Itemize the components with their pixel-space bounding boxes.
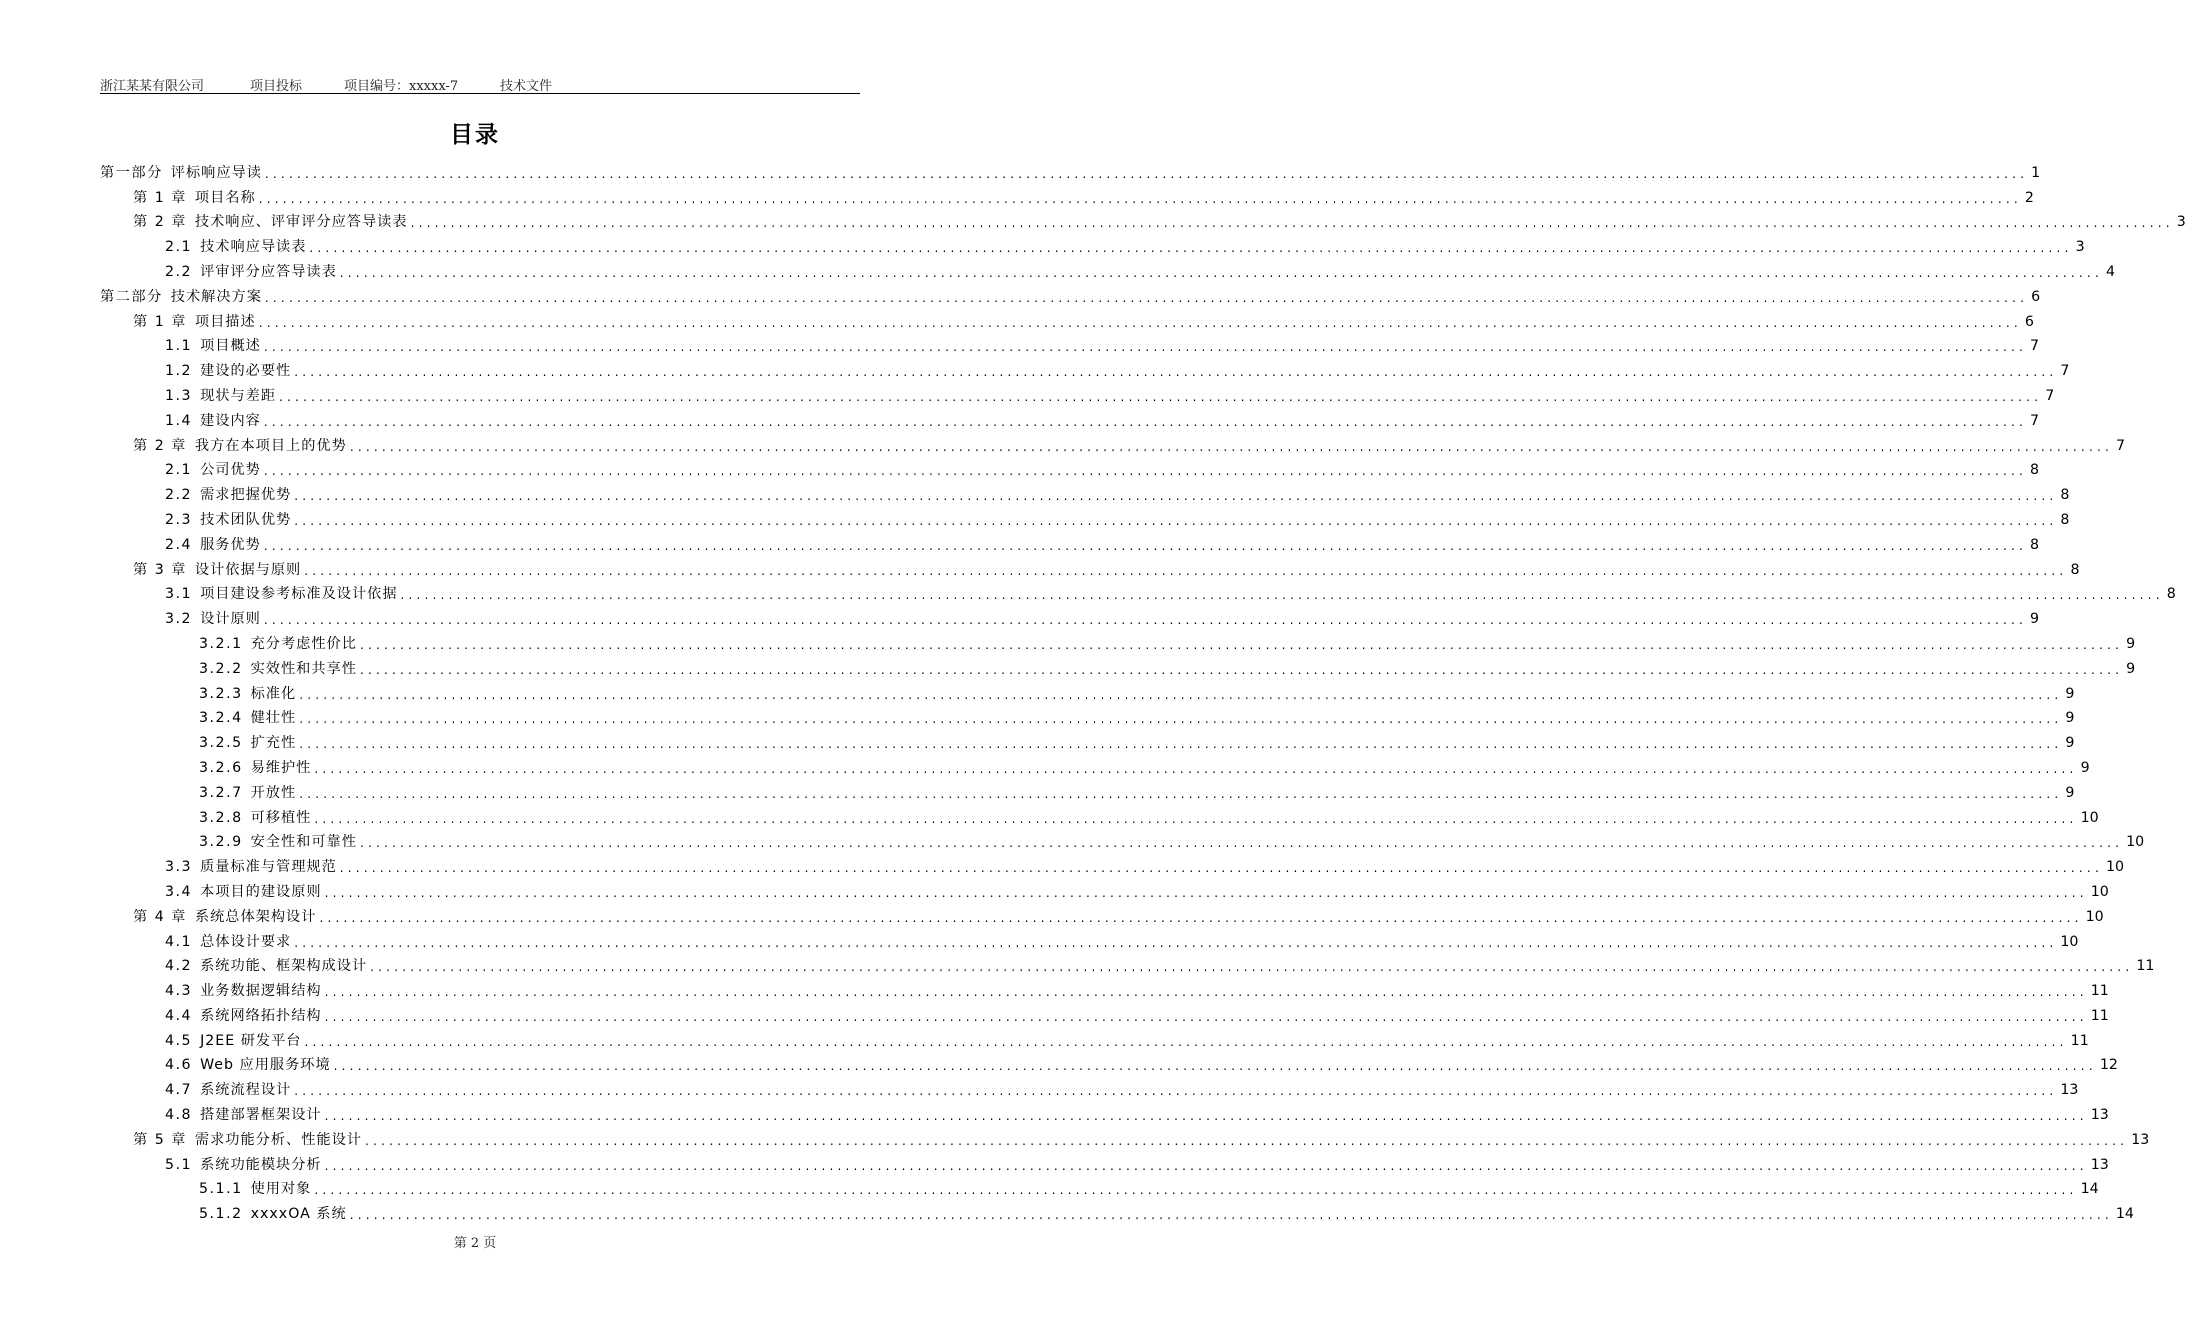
toc-entry-page: 10: [2080, 809, 2099, 826]
toc-entry[interactable]: [100, 1199, 2134, 1224]
toc-entry-title: 扩充性: [250, 735, 297, 752]
toc-entry-page: 6: [2024, 313, 2034, 330]
toc-entry[interactable]: [100, 1001, 2109, 1026]
toc-entry-number: 5.1: [165, 1156, 193, 1173]
toc-entry-page: 1: [2031, 164, 2041, 181]
toc-entry-title: 安全性和可靠性: [250, 834, 357, 851]
toc-entry-title: 健壮性: [250, 710, 297, 727]
toc-entry-page: 11: [2136, 958, 2155, 975]
toc-entry-title: 需求功能分析、性能设计: [194, 1131, 362, 1148]
toc-entry-title: 实效性和共享性: [250, 660, 357, 677]
toc-dot-leader: ............................................................................................................................................................................................................................: [294, 935, 2058, 950]
toc-entry[interactable]: [100, 307, 2034, 332]
toc-entry-number: 1.4: [165, 412, 193, 429]
toc-entry[interactable]: [100, 679, 2075, 704]
toc-dot-leader: ............................................................................................................................................................................................................................: [299, 737, 2063, 752]
toc-dot-leader: ............................................................................................................................................................................................................................: [359, 637, 2124, 652]
toc-entry-title: 本项目的建设原则: [200, 883, 322, 900]
toc-dot-leader: ............................................................................................................................................................................................................................: [279, 389, 2043, 404]
toc-dot-leader: ............................................................................................................................................................................................................................: [400, 588, 2164, 603]
toc-dot-leader: ............................................................................................................................................................................................................................: [339, 265, 2103, 280]
toc-entry[interactable]: [100, 456, 2040, 481]
toc-entry-title: xxxxOA 系统: [250, 1206, 347, 1223]
toc-dot-leader: ............................................................................................................................................................................................................................: [258, 191, 2022, 206]
toc-dot-leader: ............................................................................................................................................................................................................................: [349, 439, 2113, 454]
header-project: 项目投标: [250, 79, 303, 94]
toc-entry[interactable]: [100, 1051, 2118, 1076]
toc-entry[interactable]: [100, 828, 2145, 853]
toc-entry[interactable]: [100, 778, 2075, 803]
toc-entry-number: 5.1.1: [199, 1181, 243, 1198]
toc-entry-page: 13: [2060, 1082, 2079, 1099]
toc-entry-number: 2.4: [165, 536, 193, 553]
toc-entry[interactable]: [100, 952, 2155, 977]
toc-dot-leader: ............................................................................................................................................................................................................................: [339, 861, 2103, 876]
toc-entry-number: 3.2.3: [199, 685, 243, 702]
toc-entry-page: 10: [2060, 933, 2079, 950]
toc-entry-page: 8: [2030, 462, 2040, 479]
toc-entry-title: 项目建设参考标准及设计依据: [200, 586, 398, 603]
toc-dot-leader: ............................................................................................................................................................................................................................: [299, 712, 2063, 727]
toc-entry-number: 3.2.7: [199, 784, 243, 801]
toc-entry-page: 8: [2030, 536, 2040, 553]
toc-entry-page: 13: [2131, 1131, 2150, 1148]
toc-entry-number: 4.1: [165, 933, 193, 950]
toc-dot-leader: ............................................................................................................................................................................................................................: [333, 1059, 2097, 1074]
toc-entry-number: 4.2: [165, 958, 193, 975]
toc-entry[interactable]: [100, 580, 2176, 605]
toc-entry-number: 第 1 章: [133, 189, 187, 206]
toc-entry-page: 12: [2099, 1057, 2118, 1074]
toc-dot-leader: ............................................................................................................................................................................................................................: [324, 885, 2088, 900]
toc-dot-leader: ............................................................................................................................................................................................................................: [263, 464, 2028, 479]
toc-entry-page: 3: [2075, 239, 2085, 256]
toc-entry[interactable]: [100, 803, 2099, 828]
toc-entry-page: 9: [2065, 735, 2075, 752]
toc-entry-page: 9: [2126, 635, 2136, 652]
toc-dot-leader: ............................................................................................................................................................................................................................: [359, 662, 2124, 677]
toc-entry-page: 14: [2080, 1181, 2099, 1198]
toc-entry-page: 8: [2166, 586, 2176, 603]
toc-entry-title: 项目描述: [194, 313, 256, 330]
page-footer: 第 2 页: [453, 1236, 497, 1251]
toc-entry-number: 第一部分: [100, 164, 163, 181]
toc-entry-number: 第二部分: [100, 288, 163, 305]
toc-entry-number: 3.2.1: [199, 635, 243, 652]
toc-dot-leader: ............................................................................................................................................................................................................................: [314, 1183, 2078, 1198]
toc-entry[interactable]: [100, 208, 2186, 233]
toc-entry-title: 标准化: [250, 685, 297, 702]
toc-entry-title: 系统网络拓扑结构: [200, 1007, 322, 1024]
toc-entry-title: 技术解决方案: [170, 288, 262, 305]
toc-entry-page: 9: [2030, 611, 2040, 628]
toc-entry-page: 10: [2090, 883, 2109, 900]
toc-entry[interactable]: [100, 356, 2070, 381]
toc-entry[interactable]: [100, 1175, 2099, 1200]
toc-entry[interactable]: [100, 728, 2075, 753]
toc-entry[interactable]: [100, 332, 2040, 357]
toc-entry-page: 9: [2065, 784, 2075, 801]
toc-entry-title: 需求把握优势: [200, 487, 292, 504]
toc-entry[interactable]: [100, 1075, 2079, 1100]
toc-entry-page: 11: [2070, 1032, 2089, 1049]
toc-entry-title: 技术响应导读表: [200, 239, 307, 256]
toc-dot-leader: ............................................................................................................................................................................................................................: [370, 960, 2134, 975]
toc-entry-title: 设计原则: [200, 611, 261, 628]
toc-entry-number: 3.2.9: [199, 834, 243, 851]
toc-entry-title: Web 应用服务环境: [200, 1057, 331, 1074]
toc-entry-title: 评审评分应答导读表: [200, 263, 337, 280]
toc-title: 目录: [450, 122, 500, 148]
toc-entry-number: 2.2: [165, 487, 193, 504]
toc-entry[interactable]: [100, 505, 2070, 530]
toc-entry-title: 公司优势: [200, 462, 261, 479]
toc-entry-page: 10: [2105, 859, 2125, 876]
toc-dot-leader: ............................................................................................................................................................................................................................: [304, 563, 2068, 578]
toc-entry-number: 1.1: [165, 338, 193, 355]
toc-entry-number: 4.3: [165, 983, 193, 1000]
toc-entry[interactable]: [100, 852, 2125, 877]
toc-entry-number: 4.7: [165, 1082, 193, 1099]
toc-entry-number: 3.2.8: [199, 809, 243, 826]
toc-dot-leader: ............................................................................................................................................................................................................................: [304, 1034, 2068, 1049]
header-company: 浙江某某有限公司: [100, 79, 205, 94]
toc-entry-title: 系统流程设计: [200, 1082, 292, 1099]
toc-entry-title: 系统功能模块分析: [200, 1156, 322, 1173]
toc-entry-page: 6: [2031, 288, 2041, 305]
toc-entry-page: 9: [2126, 660, 2136, 677]
toc-entry[interactable]: [100, 158, 2041, 183]
toc-entry-title: 开放性: [250, 784, 297, 801]
toc-entry-number: 第 3 章: [133, 561, 187, 578]
toc-entry-page: 13: [2090, 1107, 2109, 1124]
toc-entry-page: 13: [2090, 1156, 2109, 1173]
toc-entry-number: 3.2.6: [199, 759, 243, 776]
toc-entry[interactable]: [100, 902, 2104, 927]
toc-entry-number: 4.6: [165, 1057, 193, 1074]
toc-entry[interactable]: [100, 704, 2075, 729]
toc-entry-number: 4.4: [165, 1007, 193, 1024]
toc-entry-page: 14: [2115, 1206, 2134, 1223]
toc-entry[interactable]: [100, 976, 2109, 1001]
toc-entry[interactable]: [100, 629, 2136, 654]
toc-entry[interactable]: [100, 753, 2090, 778]
toc-entry-page: 8: [2070, 561, 2080, 578]
toc-entry-number: 第 2 章: [133, 214, 187, 231]
toc-dot-leader: ............................................................................................................................................................................................................................: [319, 910, 2083, 925]
toc-dot-leader: ............................................................................................................................................................................................................................: [299, 786, 2063, 801]
toc-dot-leader: ............................................................................................................................................................................................................................: [294, 1084, 2058, 1099]
toc-entry-title: 我方在本项目上的优势: [194, 437, 347, 454]
toc-dot-leader: ............................................................................................................................................................................................................................: [294, 513, 2058, 528]
toc-dot-leader: ............................................................................................................................................................................................................................: [324, 1109, 2088, 1124]
toc-entry-number: 第 1 章: [133, 313, 187, 330]
toc-entry-page: 4: [2105, 263, 2115, 280]
toc-dot-leader: ............................................................................................................................................................................................................................: [324, 1009, 2088, 1024]
toc-entry-title: 使用对象: [250, 1181, 312, 1198]
toc-dot-leader: ............................................................................................................................................................................................................................: [324, 985, 2088, 1000]
toc-entry-number: 3.4: [165, 883, 193, 900]
toc-entry-title: 建设的必要性: [200, 363, 292, 380]
toc-dot-leader: ............................................................................................................................................................................................................................: [410, 216, 2174, 231]
toc-entry-title: 业务数据逻辑结构: [200, 983, 322, 1000]
toc-entry-page: 9: [2080, 759, 2090, 776]
page-header: [100, 73, 860, 94]
toc-dot-leader: ............................................................................................................................................................................................................................: [324, 1158, 2088, 1173]
toc-entry[interactable]: [100, 555, 2080, 580]
toc-entry[interactable]: [100, 654, 2136, 679]
toc-entry-number: 1.3: [165, 387, 193, 404]
toc-entry-title: 技术响应、评审评分应答导读表: [194, 214, 408, 231]
toc-entry[interactable]: [100, 1125, 2150, 1150]
toc-entry-title: 系统总体架构设计: [194, 908, 317, 925]
toc-dot-leader: ............................................................................................................................................................................................................................: [314, 761, 2078, 776]
toc-dot-leader: ............................................................................................................................................................................................................................: [263, 613, 2028, 628]
toc-entry[interactable]: [100, 431, 2126, 456]
toc-entry[interactable]: [100, 257, 2115, 282]
toc-dot-leader: ............................................................................................................................................................................................................................: [263, 414, 2028, 429]
toc-entry[interactable]: [100, 406, 2040, 431]
toc-entry-number: 3.2.5: [199, 735, 243, 752]
toc-entry-number: 3.2.4: [199, 710, 243, 727]
toc-entry-title: 设计依据与原则: [194, 561, 302, 578]
toc-entry-page: 10: [2085, 908, 2104, 925]
toc-entry[interactable]: [100, 530, 2040, 555]
toc-dot-leader: ............................................................................................................................................................................................................................: [309, 241, 2073, 256]
toc-dot-leader: ............................................................................................................................................................................................................................: [359, 836, 2124, 851]
toc-entry-title: 服务优势: [200, 536, 261, 553]
toc-dot-leader: ............................................................................................................................................................................................................................: [365, 1133, 2129, 1148]
table-of-contents: [100, 158, 2186, 1224]
toc-entry[interactable]: [100, 282, 2041, 307]
toc-entry-page: 9: [2065, 685, 2075, 702]
header-doc-type: 技术文件: [500, 79, 553, 94]
toc-entry-number: 3.2.2: [199, 660, 243, 677]
toc-entry-page: 11: [2090, 983, 2109, 1000]
toc-entry-page: 7: [2060, 363, 2070, 380]
toc-entry-page: 9: [2065, 710, 2075, 727]
toc-entry-page: 2: [2024, 189, 2034, 206]
toc-entry-title: 总体设计要求: [200, 933, 292, 950]
toc-entry-page: 8: [2060, 511, 2070, 528]
toc-dot-leader: ............................................................................................................................................................................................................................: [263, 340, 2028, 355]
toc-entry-number: 4.5: [165, 1032, 193, 1049]
toc-dot-leader: ............................................................................................................................................................................................................................: [314, 811, 2078, 826]
toc-entry-title: 充分考虑性价比: [250, 635, 357, 652]
toc-entry-number: 4.8: [165, 1107, 193, 1124]
toc-entry[interactable]: [100, 232, 2085, 257]
toc-entry-title: 易维护性: [250, 759, 312, 776]
toc-entry-title: J2EE 研发平台: [200, 1032, 302, 1049]
header-project-number: 项目编号：xxxxx-7: [344, 79, 459, 94]
toc-entry-page: 11: [2090, 1007, 2109, 1024]
toc-entry-number: 1.2: [165, 363, 193, 380]
toc-entry[interactable]: [100, 1150, 2109, 1175]
toc-entry[interactable]: [100, 1100, 2109, 1125]
toc-entry[interactable]: [100, 480, 2070, 505]
toc-entry-page: 7: [2030, 338, 2040, 355]
toc-entry[interactable]: [100, 1026, 2089, 1051]
toc-dot-leader: ............................................................................................................................................................................................................................: [294, 365, 2058, 380]
toc-entry-title: 现状与差距: [200, 387, 277, 404]
toc-entry-page: 3: [2176, 214, 2186, 231]
toc-entry-number: 2.2: [165, 263, 193, 280]
toc-entry-page: 7: [2030, 412, 2040, 429]
toc-entry[interactable]: [100, 604, 2040, 629]
toc-entry-number: 3.3: [165, 859, 193, 876]
toc-dot-leader: ............................................................................................................................................................................................................................: [294, 489, 2058, 504]
toc-entry[interactable]: [100, 183, 2034, 208]
toc-dot-leader: ............................................................................................................................................................................................................................: [258, 315, 2022, 330]
toc-entry-title: 项目概述: [200, 338, 261, 355]
toc-dot-leader: ............................................................................................................................................................................................................................: [264, 290, 2029, 305]
toc-entry-number: 2.3: [165, 511, 193, 528]
toc-dot-leader: ............................................................................................................................................................................................................................: [263, 538, 2028, 553]
toc-entry-page: 7: [2116, 437, 2126, 454]
toc-entry-title: 系统功能、框架构成设计: [200, 958, 368, 975]
toc-entry-page: 10: [2126, 834, 2145, 851]
toc-entry-title: 搭建部署框架设计: [200, 1107, 322, 1124]
toc-entry-number: 2.1: [165, 462, 193, 479]
toc-entry-number: 2.1: [165, 239, 193, 256]
toc-entry-title: 建设内容: [200, 412, 261, 429]
toc-entry[interactable]: [100, 927, 2079, 952]
toc-entry-number: 第 5 章: [133, 1131, 187, 1148]
toc-entry-title: 评标响应导读: [170, 164, 262, 181]
toc-entry-title: 技术团队优势: [200, 511, 292, 528]
toc-entry-number: 第 4 章: [133, 908, 187, 925]
toc-entry-title: 可移植性: [250, 809, 312, 826]
toc-entry-page: 7: [2045, 387, 2055, 404]
toc-entry[interactable]: [100, 877, 2109, 902]
toc-entry-page: 8: [2060, 487, 2070, 504]
toc-entry-title: 质量标准与管理规范: [200, 859, 337, 876]
toc-entry-number: 第 2 章: [133, 437, 187, 454]
toc-dot-leader: ............................................................................................................................................................................................................................: [264, 166, 2029, 181]
toc-entry-number: 3.1: [165, 586, 193, 603]
toc-dot-leader: ............................................................................................................................................................................................................................: [349, 1208, 2113, 1223]
toc-entry-title: 项目名称: [194, 189, 256, 206]
toc-entry-number: 3.2: [165, 611, 193, 628]
toc-entry[interactable]: [100, 381, 2055, 406]
toc-dot-leader: ............................................................................................................................................................................................................................: [299, 687, 2063, 702]
toc-entry-number: 5.1.2: [199, 1206, 243, 1223]
